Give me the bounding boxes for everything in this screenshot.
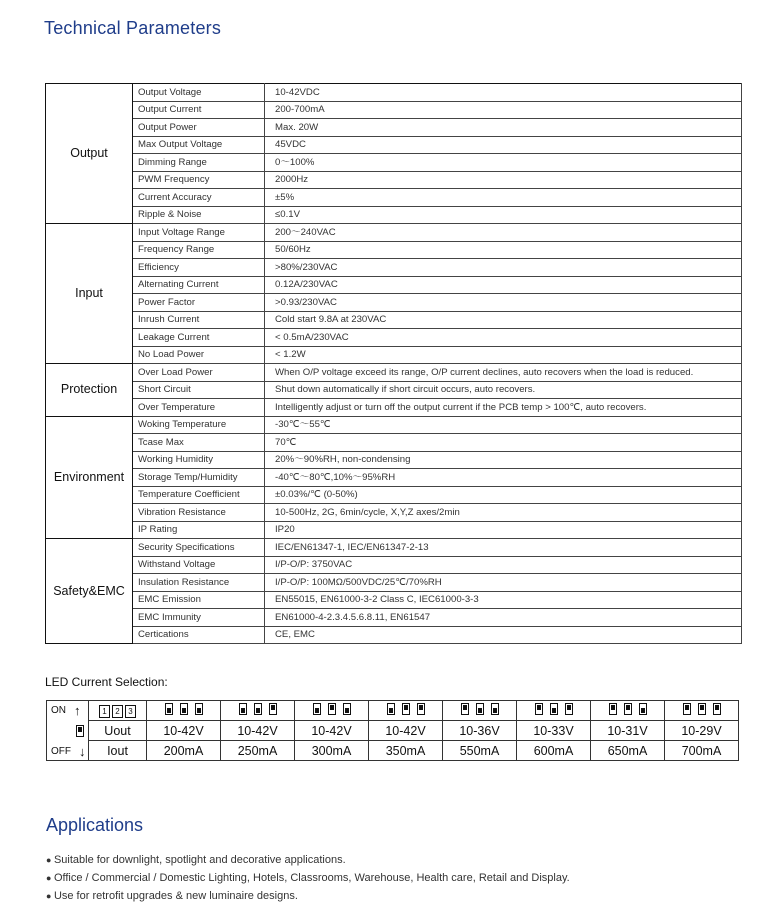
parameter-name: Output Current xyxy=(133,101,265,119)
parameter-name: Short Circuit xyxy=(133,381,265,399)
parameter-value: 10-42VDC xyxy=(265,84,742,102)
page-title: Technical Parameters xyxy=(44,18,222,38)
parameter-value: CE, EMC xyxy=(265,626,742,644)
table-row xyxy=(46,591,742,609)
iout-value: 700mA xyxy=(665,741,739,761)
parameter-name: Insulation Resistance xyxy=(133,574,265,592)
parameter-name: Frequency Range xyxy=(133,241,265,259)
on-off-indicator xyxy=(47,701,89,761)
dip-setting-cell xyxy=(295,701,369,721)
group-label: Environment xyxy=(46,416,133,539)
table-row xyxy=(46,224,742,242)
switch-number: 1 xyxy=(99,705,110,718)
dip-switch-on-icon xyxy=(624,703,632,715)
table-row xyxy=(46,486,742,504)
iout-value: 550mA xyxy=(443,741,517,761)
dip-switch-off-icon xyxy=(195,703,203,715)
parameter-name: Working Humidity xyxy=(133,451,265,469)
dip-switch-on-icon xyxy=(328,703,336,715)
parameter-name: Output Power xyxy=(133,119,265,137)
parameter-name: Dimming Range xyxy=(133,154,265,172)
parameter-name: Inrush Current xyxy=(133,311,265,329)
table-row xyxy=(46,381,742,399)
iout-value: 350mA xyxy=(369,741,443,761)
dip-switch-off-icon xyxy=(491,703,499,715)
table-row xyxy=(46,206,742,224)
dip-switch-on-icon xyxy=(417,703,425,715)
parameter-value: 200-700mA xyxy=(265,101,742,119)
dip-switch-on-icon xyxy=(713,703,721,715)
table-row xyxy=(46,556,742,574)
parameter-value: 50/60Hz xyxy=(265,241,742,259)
dip-switch-on-icon xyxy=(609,703,617,715)
uout-value: 10-42V xyxy=(147,721,221,741)
table-row xyxy=(46,504,742,522)
dip-switch-off-icon xyxy=(639,703,647,715)
group-label: Output xyxy=(46,84,133,224)
led-iout-row xyxy=(47,741,739,761)
switch-numbers-cell xyxy=(89,701,147,721)
table-row xyxy=(46,171,742,189)
parameter-value: 45VDC xyxy=(265,136,742,154)
dip-switch-legend-icon xyxy=(76,725,84,737)
dip-switch-off-icon xyxy=(254,703,262,715)
parameter-name: Power Factor xyxy=(133,294,265,312)
parameter-name: No Load Power xyxy=(133,346,265,364)
up-arrow-icon: ↑ xyxy=(74,702,81,718)
group-label: Protection xyxy=(46,364,133,417)
dip-switch-off-icon xyxy=(313,703,321,715)
table-row xyxy=(46,101,742,119)
table-row xyxy=(46,241,742,259)
parameter-name: EMC Immunity xyxy=(133,609,265,627)
dip-switch-off-icon xyxy=(239,703,247,715)
parameter-value: 20%～90%RH, non-condensing xyxy=(265,451,742,469)
parameter-name: Output Voltage xyxy=(133,84,265,102)
parameter-value: >80%/230VAC xyxy=(265,259,742,277)
parameter-value: 0.12A/230VAC xyxy=(265,276,742,294)
parameter-value: IP20 xyxy=(265,521,742,539)
table-row xyxy=(46,84,742,102)
down-arrow-icon: ↓ xyxy=(79,743,86,759)
dip-switch-off-icon xyxy=(550,703,558,715)
parameter-name: Storage Temp/Humidity xyxy=(133,469,265,487)
dip-switch-off-icon xyxy=(387,703,395,715)
parameter-value: < 1.2W xyxy=(265,346,742,364)
parameter-value: -30℃～55℃ xyxy=(265,416,742,434)
parameter-value: 2000Hz xyxy=(265,171,742,189)
parameter-value: When O/P voltage exceed its range, O/P current declines, auto recovers when the load is reduced. xyxy=(265,364,742,382)
on-label: ON xyxy=(51,704,66,716)
parameter-value: ±5% xyxy=(265,189,742,207)
dip-switch-off-icon xyxy=(165,703,173,715)
parameter-value: 10-500Hz, 2G, 6min/cycle, X,Y,Z axes/2min xyxy=(265,504,742,522)
table-row xyxy=(46,364,742,382)
table-row xyxy=(46,329,742,347)
uout-value: 10-42V xyxy=(295,721,369,741)
iout-value: 650mA xyxy=(591,741,665,761)
table-row xyxy=(46,136,742,154)
parameter-name: Max Output Voltage xyxy=(133,136,265,154)
parameter-value: EN61000-4-2.3.4.5.6.8.11, EN61547 xyxy=(265,609,742,627)
applications-title: Applications xyxy=(46,815,144,835)
table-row xyxy=(46,451,742,469)
parameter-name: Current Accuracy xyxy=(133,189,265,207)
dip-switch-off-icon xyxy=(343,703,351,715)
table-row xyxy=(46,119,742,137)
parameter-value: ≤0.1V xyxy=(265,206,742,224)
table-row xyxy=(46,346,742,364)
parameter-value: ±0.03%/℃ (0-50%) xyxy=(265,486,742,504)
iout-label: Iout xyxy=(89,741,147,761)
uout-value: 10-36V xyxy=(443,721,517,741)
parameter-value: I/P-O/P: 100MΩ/500VDC/25℃/70%RH xyxy=(265,574,742,592)
table-row xyxy=(46,189,742,207)
list-item: ● Office / Commercial / Domestic Lighting, Hotels, Classrooms, Warehouse, Health care, Retail and Display. xyxy=(46,869,570,887)
list-item: ● Use for retrofit upgrades & new luminaire designs. xyxy=(46,887,570,905)
dip-setting-cell xyxy=(369,701,443,721)
iout-value: 300mA xyxy=(295,741,369,761)
uout-label: Uout xyxy=(89,721,147,741)
iout-value: 600mA xyxy=(517,741,591,761)
parameter-name: PWM Frequency xyxy=(133,171,265,189)
parameter-value: Cold start 9.8A at 230VAC xyxy=(265,311,742,329)
parameter-value: 0～100% xyxy=(265,154,742,172)
parameter-name: EMC Emission xyxy=(133,591,265,609)
parameter-name: Input Voltage Range xyxy=(133,224,265,242)
technical-parameters-table xyxy=(45,83,742,644)
table-row xyxy=(46,609,742,627)
dip-switch-on-icon xyxy=(683,703,691,715)
parameter-value: Max. 20W xyxy=(265,119,742,137)
dip-setting-cell xyxy=(147,701,221,721)
parameter-name: Withstand Voltage xyxy=(133,556,265,574)
parameter-name: Security Specifications xyxy=(133,539,265,557)
dip-switch-on-icon xyxy=(535,703,543,715)
led-uout-row xyxy=(47,721,739,741)
dip-switch-on-icon xyxy=(565,703,573,715)
parameter-name: Temperature Coefficient xyxy=(133,486,265,504)
parameter-name: Over Temperature xyxy=(133,399,265,417)
group-label: Safety&EMC xyxy=(46,539,133,644)
switch-number: 3 xyxy=(125,705,136,718)
led-current-selection-table xyxy=(46,700,739,761)
table-row xyxy=(46,521,742,539)
led-current-selection-title: LED Current Selection: xyxy=(45,675,168,689)
dip-switch-off-icon xyxy=(476,703,484,715)
group-label: Input xyxy=(46,224,133,364)
uout-value: 10-31V xyxy=(591,721,665,741)
table-row xyxy=(46,294,742,312)
parameter-name: Efficiency xyxy=(133,259,265,277)
parameter-value: 70℃ xyxy=(265,434,742,452)
table-row xyxy=(46,539,742,557)
dip-setting-cell xyxy=(221,701,295,721)
uout-value: 10-42V xyxy=(221,721,295,741)
table-row xyxy=(46,399,742,417)
applications-list xyxy=(46,851,570,905)
uout-value: 10-42V xyxy=(369,721,443,741)
parameter-name: Alternating Current xyxy=(133,276,265,294)
list-item: ● Suitable for downlight, spotlight and decorative applications. xyxy=(46,851,570,869)
table-row xyxy=(46,574,742,592)
table-row xyxy=(46,416,742,434)
dip-switch-on-icon xyxy=(698,703,706,715)
iout-value: 250mA xyxy=(221,741,295,761)
dip-switch-on-icon xyxy=(402,703,410,715)
parameter-name: Tcase Max xyxy=(133,434,265,452)
parameter-value: < 0.5mA/230VAC xyxy=(265,329,742,347)
parameter-name: Over Load Power xyxy=(133,364,265,382)
parameter-value: IEC/EN61347-1, IEC/EN61347-2-13 xyxy=(265,539,742,557)
off-label: OFF xyxy=(51,745,71,757)
parameter-value: Shut down automatically if short circuit occurs, auto recovers. xyxy=(265,381,742,399)
dip-setting-cell xyxy=(517,701,591,721)
table-row xyxy=(46,469,742,487)
parameter-name: Ripple & Noise xyxy=(133,206,265,224)
table-row xyxy=(46,434,742,452)
parameter-name: IP Rating xyxy=(133,521,265,539)
parameter-value: EN55015, EN61000-3-2 Class C, IEC61000-3-3 xyxy=(265,591,742,609)
parameter-name: Certications xyxy=(133,626,265,644)
dip-switch-on-icon xyxy=(269,703,277,715)
iout-value: 200mA xyxy=(147,741,221,761)
switch-number: 2 xyxy=(112,705,123,718)
parameter-name: Leakage Current xyxy=(133,329,265,347)
parameter-value: I/P-O/P: 3750VAC xyxy=(265,556,742,574)
uout-value: 10-29V xyxy=(665,721,739,741)
dip-setting-cell xyxy=(591,701,665,721)
dip-setting-cell xyxy=(443,701,517,721)
dip-switch-on-icon xyxy=(461,703,469,715)
table-row xyxy=(46,626,742,644)
led-switch-row xyxy=(47,701,739,721)
table-row xyxy=(46,311,742,329)
parameter-value: 200～240VAC xyxy=(265,224,742,242)
uout-value: 10-33V xyxy=(517,721,591,741)
table-row xyxy=(46,276,742,294)
table-row xyxy=(46,259,742,277)
parameter-value: >0.93/230VAC xyxy=(265,294,742,312)
dip-setting-cell xyxy=(665,701,739,721)
parameter-value: Intelligently adjust or turn off the output current if the PCB temp > 100℃, auto recovers. xyxy=(265,399,742,417)
table-row xyxy=(46,154,742,172)
parameter-name: Woking Temperature xyxy=(133,416,265,434)
parameter-name: Vibration Resistance xyxy=(133,504,265,522)
dip-switch-off-icon xyxy=(180,703,188,715)
parameter-value: -40℃～80℃,10%～95%RH xyxy=(265,469,742,487)
